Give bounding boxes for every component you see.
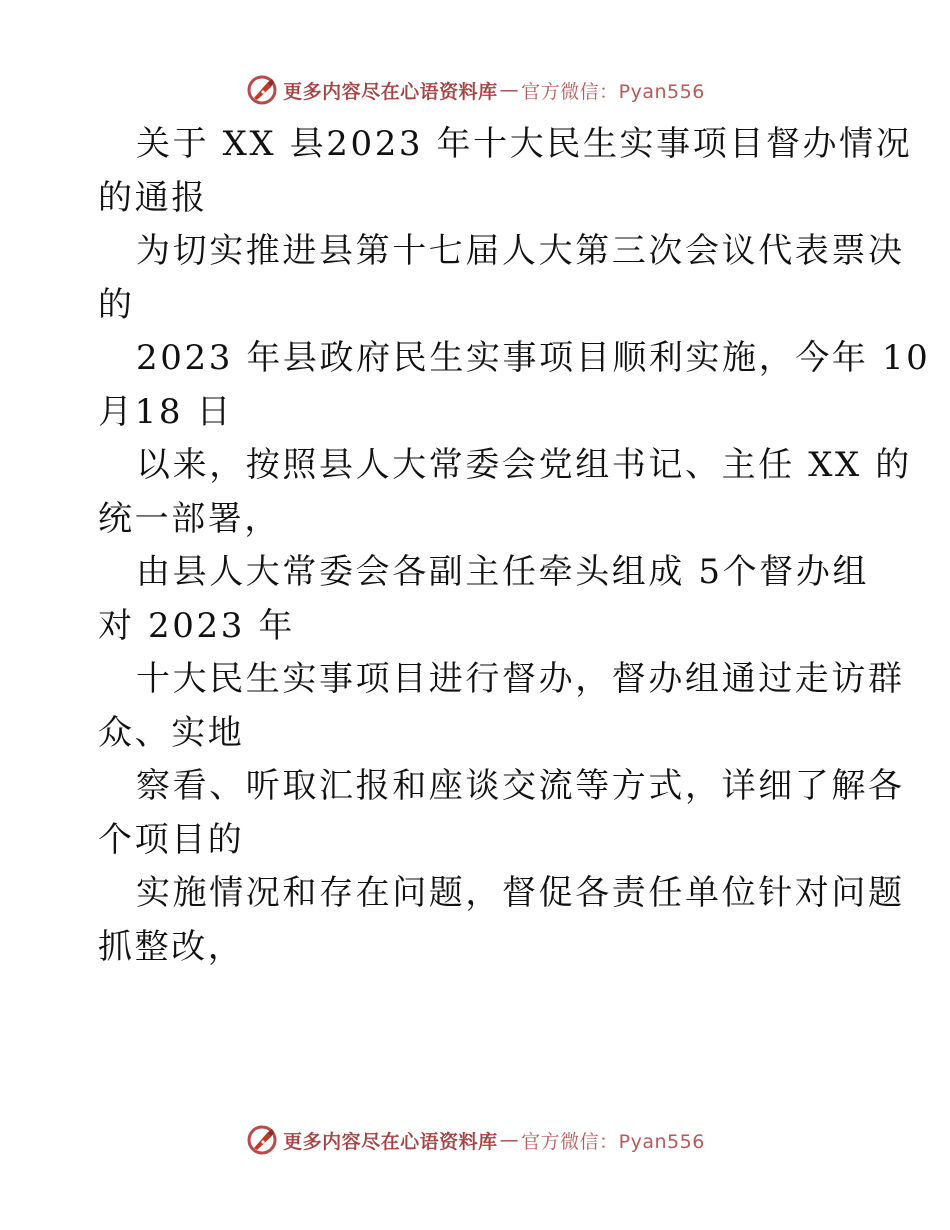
document-line: 对 2023 年: [98, 605, 295, 646]
watermark-separator: —: [499, 79, 520, 101]
document-line: 月18 日: [98, 391, 234, 432]
document-line: 抓整改，: [98, 926, 245, 967]
watermark-account-text: 官方微信：Pyan556: [521, 80, 705, 103]
watermark-site-text: 更多内容尽在心语资料库: [283, 1130, 498, 1153]
document-line: 实施情况和存在问题，督促各责任单位针对问题: [136, 873, 905, 913]
document-line: 十大民生实事项目进行督办，督办组通过走访群: [136, 659, 905, 699]
footer-watermark: [0, 1120, 950, 1160]
header-watermark: [0, 70, 950, 110]
document-line: 由县人大常委会各副主任牵头组成 5个督办组: [136, 552, 870, 592]
document-line: 个项目的: [98, 819, 245, 860]
document-line: 统一部署，: [98, 498, 281, 539]
watermark-account-text: 官方微信：Pyan556: [521, 1130, 705, 1153]
document-line: 的: [98, 284, 135, 325]
document-line: 2023 年县政府民生实事项目顺利实施，今年 10: [136, 338, 931, 378]
document-line: 的通报: [98, 177, 208, 218]
watermark-separator: —: [499, 1129, 520, 1151]
document-line: 众、实地: [98, 712, 245, 753]
document-line: 以来，按照县人大常委会党组书记、主任 XX 的: [136, 445, 912, 485]
pen-nib-logo-icon: [245, 1123, 279, 1157]
pen-nib-logo-icon: [245, 73, 279, 107]
document-body: [98, 118, 931, 974]
document-line: 察看、听取汇报和座谈交流等方式，详细了解各: [136, 766, 905, 806]
document-line: 为切实推进县第十七届人大第三次会议代表票决: [136, 231, 905, 271]
document-line: 关于 XX 县2023 年十大民生实事项目督办情况: [136, 124, 913, 164]
watermark-site-text: 更多内容尽在心语资料库: [283, 80, 498, 103]
